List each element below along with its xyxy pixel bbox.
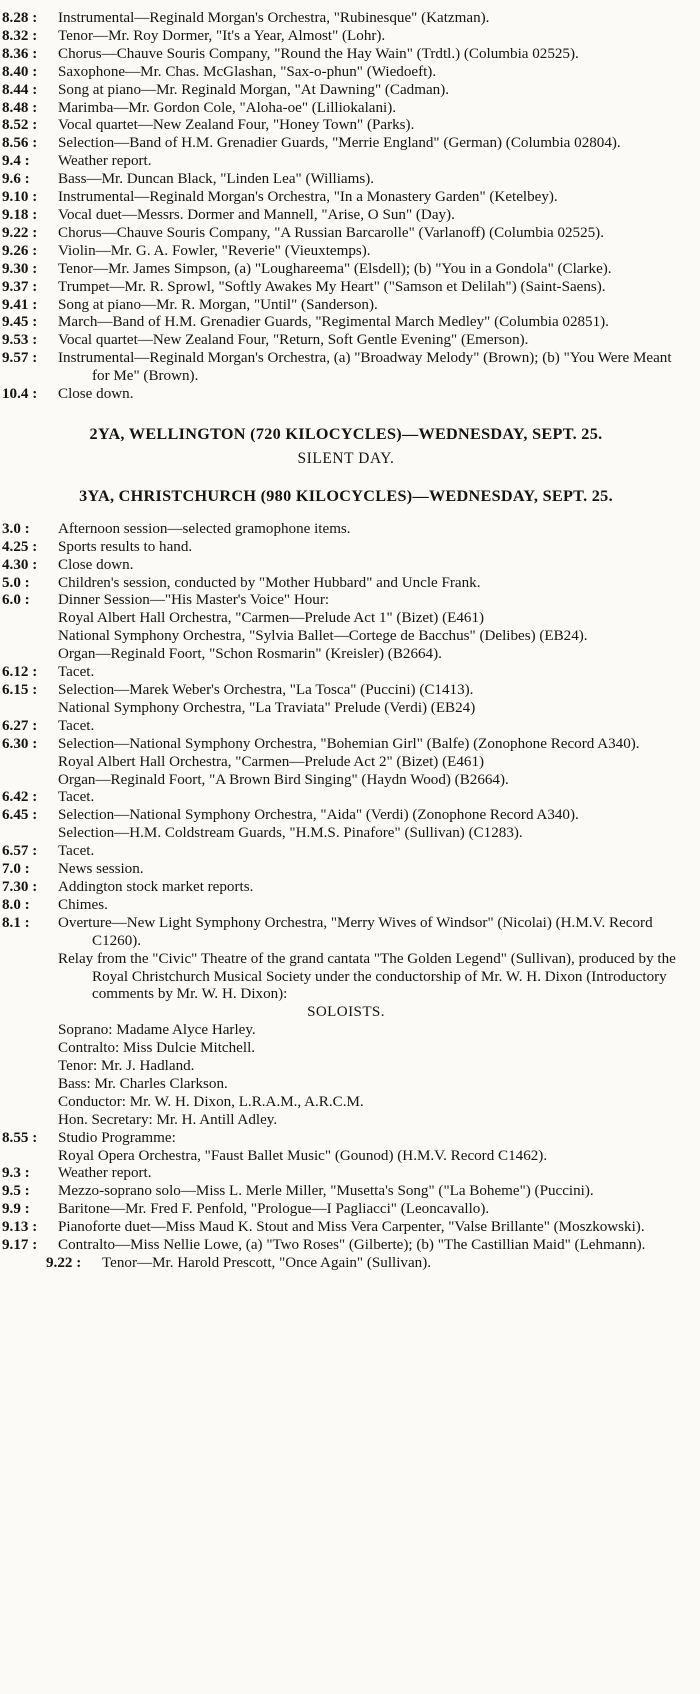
entry-text: Selection—National Symphony Orchestra, "Bohemian Girl" (Balfe) (Zonophone Record A340). [58, 735, 640, 752]
programme-entry [2, 1130, 690, 1148]
entry-text: Tenor—Mr. James Simpson, (a) "Loughareema" (Elsdell); (b) "You in a Gondola" (Clarke). [58, 260, 612, 277]
entry-time: 8.0 : [2, 896, 30, 913]
entry-text: Tacet. [58, 789, 95, 806]
programme-entry [2, 297, 690, 315]
entry-time: 9.9 : [2, 1201, 30, 1218]
entry-text: March—Band of H.M. Grenadier Guards, "Regimental March Medley" (Columbia 02851). [58, 314, 609, 331]
entry-time: 8.48 : [2, 99, 38, 116]
entry-text: News session. [58, 861, 144, 878]
programme-entry [2, 521, 690, 539]
entry-time: 6.0 : [2, 592, 30, 609]
entry-text: Vocal quartet—New Zealand Four, "Return, Soft Gentle Evening" (Emerson). [58, 332, 529, 349]
programme-entry [2, 100, 690, 118]
entry-time: 6.45 : [2, 807, 38, 824]
entry-time: 8.32 : [2, 27, 38, 44]
entry-text: Chimes. [58, 896, 108, 913]
entry-text: Contralto—Miss Nellie Lowe, (a) "Two Roses" (Gilberte); (b) "The Castillian Maid" (Lehmann). [58, 1237, 646, 1254]
entry-text: Tacet. [58, 664, 95, 681]
entry-time: 8.28 : [2, 10, 38, 26]
programme-entry [2, 897, 690, 915]
programme-entry [2, 789, 690, 807]
entry-time: 8.44 : [2, 81, 38, 98]
entry-time: 9.37 : [2, 278, 38, 295]
programme-entry [2, 1165, 690, 1183]
entry-time: 9.5 : [2, 1183, 30, 1200]
entry-time: 9.13 : [2, 1219, 38, 1236]
programme-entry [2, 575, 690, 593]
soloist-line: Hon. Secretary: Mr. H. Antill Adley. [58, 1111, 278, 1128]
entry-text: Overture—New Light Symphony Orchestra, "Merry Wives of Windsor" (Nicolai) (H.M.V. Record C1260). [58, 914, 653, 949]
entry-text: Selection—Band of H.M. Grenadier Guards, "Merrie England" (German) (Columbia 02804). [58, 135, 621, 152]
entry-time: 6.12 : [2, 664, 38, 681]
entry-time: 9.4 : [2, 153, 30, 170]
programme-entry [2, 350, 690, 386]
soloists-heading: SOLOISTS. [307, 1004, 385, 1021]
programme-entry [2, 1183, 690, 1201]
entry-time: 10.4 : [2, 386, 38, 403]
entry-time: 4.25 : [2, 538, 38, 555]
programme-entry [2, 718, 690, 736]
entry-time: 6.30 : [2, 735, 38, 752]
entry-text: Studio Programme: [58, 1129, 176, 1146]
entry-text: Bass—Mr. Duncan Black, "Linden Lea" (Williams). [58, 171, 375, 188]
programme-entry [2, 664, 690, 682]
entry-text: Sports results to hand. [58, 538, 193, 555]
entry-text: Selection—National Symphony Orchestra, "Aida" (Verdi) (Zonophone Record A340). [58, 807, 579, 824]
entry-text: Tenor—Mr. Roy Dormer, "It's a Year, Almost" (Lohr). [58, 27, 386, 44]
programme-entry [2, 153, 690, 171]
sub-item: National Symphony Orchestra, "Sylvia Ballet—Cortege de Bacchus" (Delibes) (EB24). [58, 628, 588, 645]
relay-description: Relay from the "Civic" Theatre of the grand cantata "The Golden Legend" (Sullivan), produced by the Royal Christchurch Musical Society under the conductorship of Mr. W. H. Dixon (Introductory comments by Mr. W. H. Dixon): [58, 950, 676, 1003]
entry-time: 9.53 : [2, 332, 38, 349]
entry-time: 9.6 : [2, 171, 30, 188]
soloist-line: Tenor: Mr. J. Hadland. [58, 1058, 195, 1075]
entry-time: 9.18 : [2, 206, 38, 223]
entry-text: Close down. [58, 556, 134, 573]
programme-entry [2, 117, 690, 135]
sub-item: Royal Opera Orchestra, "Faust Ballet Music" (Gounod) (H.M.V. Record C1462). [58, 1147, 548, 1164]
programme-entry [2, 861, 690, 879]
entry-time: 8.56 : [2, 135, 38, 152]
entry-time: 9.41 : [2, 296, 38, 313]
station-heading-2ya: 2YA, WELLINGTON (720 KILOCYCLES)—WEDNESDAY, SEPT. 25. [89, 424, 603, 443]
entry-text: Vocal duet—Messrs. Dormer and Mannell, "Arise, O Sun" (Day). [58, 206, 455, 223]
entry-time: 9.22 : [2, 224, 38, 241]
entry-time: 9.10 : [2, 189, 38, 206]
entry-time: 6.15 : [2, 682, 38, 698]
sub-item: Royal Albert Hall Orchestra, "Carmen—Prelude Act 1" (Bizet) (E461) [58, 610, 485, 627]
programme-entry [2, 1255, 690, 1273]
entry-time: 8.55 : [2, 1129, 38, 1146]
entry-text: Tenor—Mr. Harold Prescott, "Once Again" (Sullivan). [102, 1255, 432, 1271]
programme-entry [2, 879, 690, 897]
entry-text: Song at piano—Mr. R. Morgan, "Until" (Sanderson). [58, 296, 378, 313]
programme-entry [2, 243, 690, 261]
entry-time: 9.17 : [2, 1237, 38, 1254]
entry-time: 6.27 : [2, 717, 38, 734]
entry-time: 4.30 : [2, 556, 38, 573]
entry-time: 6.57 : [2, 843, 38, 860]
programme-entry [2, 225, 690, 243]
programme-entry [2, 386, 690, 404]
entry-text: Chorus—Chauve Souris Company, "Round the Hay Wain" (Trdtl.) (Columbia 02525). [58, 45, 579, 62]
entry-time: 3.0 : [2, 520, 30, 537]
sub-item: Selection—H.M. Coldstream Guards, "H.M.S. Pinafore" (Sullivan) (C1283). [58, 825, 523, 842]
programme-entry [2, 539, 690, 557]
entry-text: Close down. [58, 386, 134, 403]
programme-entry [2, 1201, 690, 1219]
entry-text: Instrumental—Reginald Morgan's Orchestra, (a) "Broadway Melody" (Brown); (b) "You Were Meant for Me" (Brown). [58, 350, 672, 385]
programme-entry [2, 592, 690, 610]
entry-time: 8.52 : [2, 117, 38, 134]
entry-text: Instrumental—Reginald Morgan's Orchestra, "Rubinesque" (Katzman). [58, 10, 490, 26]
entry-time: 9.57 : [2, 350, 38, 367]
programme-entry [2, 1237, 690, 1255]
entry-time: 9.3 : [2, 1165, 30, 1182]
entry-text: Dinner Session—"His Master's Voice" Hour: [58, 592, 330, 609]
programme-entry [2, 279, 690, 297]
sub-item: National Symphony Orchestra, "La Traviata" Prelude (Verdi) (EB24) [58, 699, 476, 716]
programme-entry [2, 135, 690, 153]
entry-time: 8.1 : [2, 914, 30, 931]
entry-time: 5.0 : [2, 574, 30, 591]
entry-text: Saxophone—Mr. Chas. McGlashan, "Sax-o-phun" (Wiedoeft). [58, 63, 437, 80]
entry-text: Trumpet—Mr. R. Sprowl, "Softly Awakes My Heart" ("Samson et Delilah") (Saint-Saens). [58, 278, 606, 295]
programme-entry [2, 736, 690, 754]
sub-item: Royal Albert Hall Orchestra, "Carmen—Prelude Act 2" (Bizet) (E461) [58, 753, 485, 770]
entry-text: Violin—Mr. G. A. Fowler, "Reverie" (Vieuxtemps). [58, 242, 371, 259]
programme-entry [2, 915, 690, 951]
entry-text: Weather report. [58, 1165, 152, 1182]
entry-time: 9.26 : [2, 242, 38, 259]
programme-entry [2, 332, 690, 350]
programme-entry [2, 207, 690, 225]
entry-time: 7.30 : [2, 878, 38, 895]
entry-time: 8.40 : [2, 63, 38, 80]
entry-text: Mezzo-soprano solo—Miss L. Merle Miller, "Musetta's Song" ("La Boheme") (Puccini). [58, 1183, 594, 1200]
programme-entry [2, 261, 690, 279]
programme-entry [2, 557, 690, 575]
programme-entry [2, 10, 690, 28]
programme-entry [2, 171, 690, 189]
programme-entry [2, 64, 690, 82]
entry-text: Baritone—Mr. Fred F. Penfold, "Prologue—I Pagliacci" (Leoncavallo). [58, 1201, 490, 1218]
entry-text: Chorus—Chauve Souris Company, "A Russian Barcarolle" (Varlanoff) (Columbia 02525). [58, 224, 604, 241]
silent-day-notice: SILENT DAY. [297, 449, 395, 467]
soloist-line: Conductor: Mr. W. H. Dixon, L.R.A.M., A.R.C.M. [58, 1093, 364, 1110]
soloist-line: Bass: Mr. Charles Clarkson. [58, 1075, 228, 1092]
soloist-line: Contralto: Miss Dulcie Mitchell. [58, 1040, 256, 1057]
programme-entry [2, 28, 690, 46]
programme-entry [2, 82, 690, 100]
entry-text: Selection—Marek Weber's Orchestra, "La Tosca" (Puccini) (C1413). [58, 682, 474, 698]
entry-time: 6.42 : [2, 789, 38, 806]
entry-time: 7.0 : [2, 861, 30, 878]
entry-text: Song at piano—Mr. Reginald Morgan, "At Dawning" (Cadman). [58, 81, 450, 98]
sub-item: Organ—Reginald Foort, "A Brown Bird Singing" (Haydn Wood) (B2664). [58, 771, 509, 788]
entry-text: Tacet. [58, 717, 95, 734]
programme-entry [2, 46, 690, 64]
entry-text: Children's session, conducted by "Mother Hubbard" and Uncle Frank. [58, 574, 481, 591]
entry-time: 9.22 : [46, 1255, 82, 1271]
entries-block-2 [2, 521, 690, 1273]
programme-entry [2, 807, 690, 825]
soloist-line: Soprano: Madame Alyce Harley. [58, 1022, 256, 1039]
entry-text: Addington stock market reports. [58, 878, 254, 895]
entry-text: Instrumental—Reginald Morgan's Orchestra, "In a Monastery Garden" (Ketelbey). [58, 189, 558, 206]
programme-entry [2, 682, 690, 700]
programme-entry [2, 843, 690, 861]
entries-block-1 [2, 10, 690, 404]
entry-text: Weather report. [58, 153, 152, 170]
programme-entry [2, 189, 690, 207]
entry-time: 9.45 : [2, 314, 38, 331]
entry-text: Vocal quartet—New Zealand Four, "Honey Town" (Parks). [58, 117, 415, 134]
entry-text: Tacet. [58, 843, 95, 860]
entry-time: 8.36 : [2, 45, 38, 62]
entry-time: 9.30 : [2, 260, 38, 277]
sub-item: Organ—Reginald Foort, "Schon Rosmarin" (Kreisler) (B2664). [58, 646, 442, 663]
programme-entry [2, 1219, 690, 1237]
entry-text: Marimba—Mr. Gordon Cole, "Aloha-oe" (Lilliokalani). [58, 99, 397, 116]
programme-entry [2, 314, 690, 332]
entry-text: Afternoon session—selected gramophone items. [58, 520, 351, 537]
entry-text: Pianoforte duet—Miss Maud K. Stout and Miss Vera Carpenter, "Valse Brillante" (Moszkowski). [58, 1219, 645, 1236]
station-heading-3ya: 3YA, CHRISTCHURCH (980 KILOCYCLES)—WEDNESDAY, SEPT. 25. [79, 486, 613, 505]
